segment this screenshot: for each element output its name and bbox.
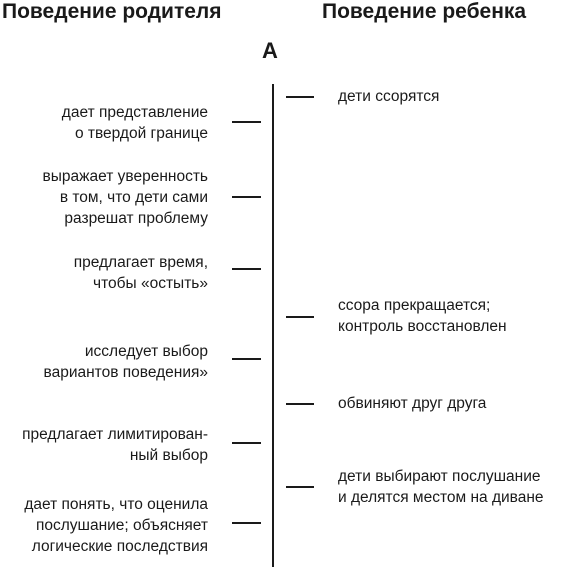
child-tick — [286, 316, 314, 318]
parent-tick — [232, 522, 261, 524]
child-tick — [286, 486, 314, 488]
timeline-axis — [272, 84, 274, 567]
stage-marker: А — [262, 38, 278, 63]
child-tick — [286, 403, 314, 405]
parent-behavior-item: выражает уверенность в том, что дети сами разрешат проблему — [42, 168, 208, 227]
parent-behavior-item: предлагает лимитирован- ный выбор — [22, 426, 208, 464]
parent-tick — [232, 196, 261, 198]
child-tick — [286, 96, 314, 98]
parent-behavior-header: Поведение родителя — [2, 0, 222, 23]
parent-tick — [232, 442, 261, 444]
child-behavior-item: дети выбирают послушание и делятся местом на диване — [338, 468, 544, 506]
parent-tick — [232, 358, 261, 360]
child-behavior-item: дети ссорятся — [338, 88, 440, 105]
parent-behavior-item: дает понять, что оценила послушание; объясняет логические последствия — [24, 496, 208, 555]
parent-behavior-item: исследует выбор вариантов поведения» — [43, 343, 208, 381]
parent-tick — [232, 268, 261, 270]
child-behavior-item: ссора прекращается; контроль восстановлен — [338, 297, 507, 335]
child-behavior-header: Поведение ребенка — [322, 0, 527, 23]
parent-behavior-item: предлагает время, чтобы «остыть» — [73, 254, 208, 292]
parent-behavior-item: дает представление о твердой границе — [61, 104, 208, 142]
parent-tick — [232, 121, 261, 123]
child-behavior-item: обвиняют друг друга — [338, 395, 487, 412]
